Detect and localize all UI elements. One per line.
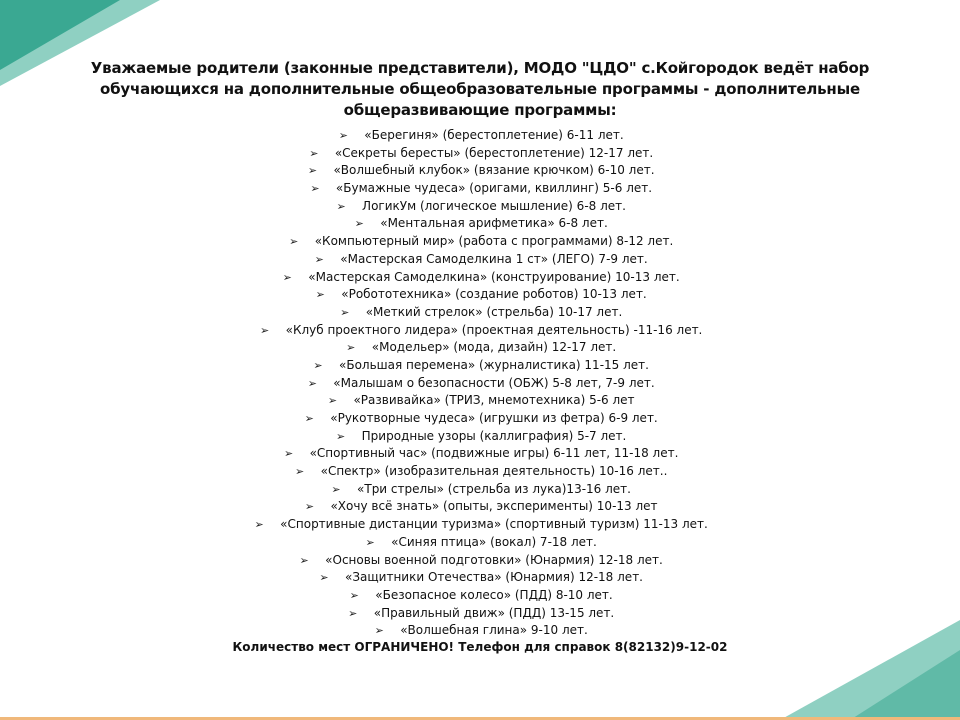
list-item (120, 145, 840, 163)
heading-line-2: обучающихся на дополнительные общеобразовательные программы - дополнительные (100, 80, 860, 98)
list-item (120, 322, 840, 340)
arrow-bullet-icon: ➢ (289, 235, 299, 249)
program-text: «Спектр» (изобразительная деятельность) 10-16 лет.. (320, 464, 668, 479)
arrow-bullet-icon: ➢ (336, 429, 346, 443)
list-item (120, 605, 840, 623)
arrow-bullet-icon: ➢ (348, 606, 358, 620)
arrow-bullet-icon: ➢ (254, 518, 264, 532)
program-text: ЛогикУм (логическое мышление) 6-8 лет. (362, 198, 626, 213)
program-text: «Волшебный клубок» (вязание крючком) 6-10 лет. (333, 163, 655, 178)
list-item (120, 428, 840, 446)
program-text: «Развивайка» (ТРИЗ, мнемотехника) 5-6 лет (353, 393, 635, 408)
arrow-bullet-icon: ➢ (331, 482, 341, 496)
arrow-bullet-icon: ➢ (374, 624, 384, 638)
arrow-bullet-icon: ➢ (260, 323, 270, 337)
program-text: «Компьютерный мир» (работа с программами) 8-12 лет. (314, 234, 674, 249)
list-item (120, 569, 840, 587)
program-text: «Синяя птица» (вокал) 7-18 лет. (391, 534, 597, 549)
list-item (120, 233, 840, 251)
list-item (120, 481, 840, 499)
program-text: «Робототехника» (создание роботов) 10-13 лет. (341, 287, 647, 302)
arrow-bullet-icon: ➢ (327, 394, 338, 408)
program-text: «Большая перемена» (журналистика) 11-15 лет. (339, 357, 649, 372)
program-text: Природные узоры (каллиграфия) 5-7 лет. (361, 428, 627, 443)
arrow-bullet-icon: ➢ (315, 288, 325, 302)
arrow-bullet-icon: ➢ (299, 553, 309, 567)
arrow-bullet-icon: ➢ (282, 270, 292, 284)
list-item (120, 198, 840, 216)
list-item (120, 445, 840, 463)
list-item (120, 251, 840, 269)
program-text: «Рукотворные чудеса» (игрушки из фетра) 6-9 лет. (330, 411, 658, 425)
program-text: «Правильный движ» (ПДД) 13-15 лет. (373, 605, 615, 620)
program-list (120, 127, 840, 640)
program-text: «Спортивные дистанции туризма» (спортивный туризм) 11-13 лет. (280, 517, 708, 532)
program-text: «Берегиня» (берестоплетение) 6-11 лет. (364, 128, 624, 142)
program-text: «Секреты бересты» (берестоплетение) 12-17 лет. (334, 145, 654, 160)
arrow-bullet-icon: ➢ (349, 588, 359, 602)
list-item (120, 180, 840, 198)
list-item (120, 269, 840, 287)
announcement-heading (90, 58, 870, 121)
program-text: «Три стрелы» (стрельба из лука)13-16 лет. (357, 481, 631, 496)
list-item (120, 357, 840, 375)
list-item (120, 410, 840, 428)
arrow-bullet-icon: ➢ (309, 146, 319, 160)
program-text: «Меткий стрелок» (стрельба) 10-17 лет. (365, 304, 623, 319)
program-text: «Хочу всё знать» (опыты, эксперименты) 10-13 лет (330, 499, 658, 514)
list-item (120, 587, 840, 605)
arrow-bullet-icon: ➢ (314, 252, 324, 266)
program-text: «Бумажные чудеса» (оригами, квиллинг) 5-6 лет. (335, 181, 653, 196)
program-text: «Мастерская Самоделкина» (конструирование) 10-13 лет. (308, 269, 680, 284)
list-item (120, 215, 840, 233)
program-text: «Модельер» (мода, дизайн) 12-17 лет. (371, 340, 617, 355)
arrow-bullet-icon: ➢ (295, 465, 305, 479)
program-text: «Безопасное колесо» (ПДД) 8-10 лет. (375, 587, 613, 602)
program-text: «Ментальная арифметика» 6-8 лет. (380, 216, 608, 231)
arrow-bullet-icon: ➢ (307, 164, 318, 178)
list-item (120, 498, 840, 516)
footer-notice: Количество мест ОГРАНИЧЕНО! Телефон для справок 8(82132)9-12-02 (232, 640, 728, 654)
list-item (120, 463, 840, 481)
list-item (120, 162, 840, 180)
arrow-bullet-icon: ➢ (354, 217, 364, 231)
arrow-bullet-icon: ➢ (338, 129, 348, 142)
arrow-bullet-icon: ➢ (336, 199, 346, 213)
list-item (120, 516, 840, 534)
program-text: «Защитники Отечества» (Юнармия) 12-18 лет. (344, 570, 643, 585)
list-item (120, 304, 840, 322)
arrow-bullet-icon: ➢ (307, 376, 317, 390)
heading-line-3: общеразвивающие программы: (343, 101, 617, 119)
list-item (120, 286, 840, 304)
list-item (120, 375, 840, 393)
program-text: «Малышам о безопасности (ОБЖ) 5-8 лет, 7-9 лет. (333, 375, 655, 390)
arrow-bullet-icon: ➢ (319, 571, 329, 585)
program-text: «Волшебная глина» 9-10 лет. (400, 623, 588, 638)
arrow-bullet-icon: ➢ (304, 412, 314, 425)
arrow-bullet-icon: ➢ (283, 447, 294, 461)
list-item (120, 339, 840, 357)
arrow-bullet-icon: ➢ (365, 535, 375, 549)
arrow-bullet-icon: ➢ (304, 500, 315, 514)
list-item (120, 552, 840, 570)
list-item (120, 534, 840, 552)
program-text: «Клуб проектного лидера» (проектная деятельность) -11-16 лет. (285, 322, 703, 337)
arrow-bullet-icon: ➢ (310, 182, 320, 196)
list-item (120, 392, 840, 410)
arrow-bullet-icon: ➢ (346, 341, 356, 355)
heading-line-1: Уважаемые родители (законные представители), МОДО "ЦДО" с.Койгородок ведёт набор (90, 59, 870, 77)
arrow-bullet-icon: ➢ (340, 305, 350, 319)
program-text: «Основы военной подготовки» (Юнармия) 12-18 лет. (325, 552, 663, 567)
program-text: «Мастерская Самоделкина 1 ст» (ЛЕГО) 7-9 лет. (340, 251, 648, 266)
program-text: «Спортивный час» (подвижные игры) 6-11 лет, 11-18 лет. (309, 446, 679, 461)
list-item (120, 127, 840, 145)
arrow-bullet-icon: ➢ (313, 358, 323, 372)
